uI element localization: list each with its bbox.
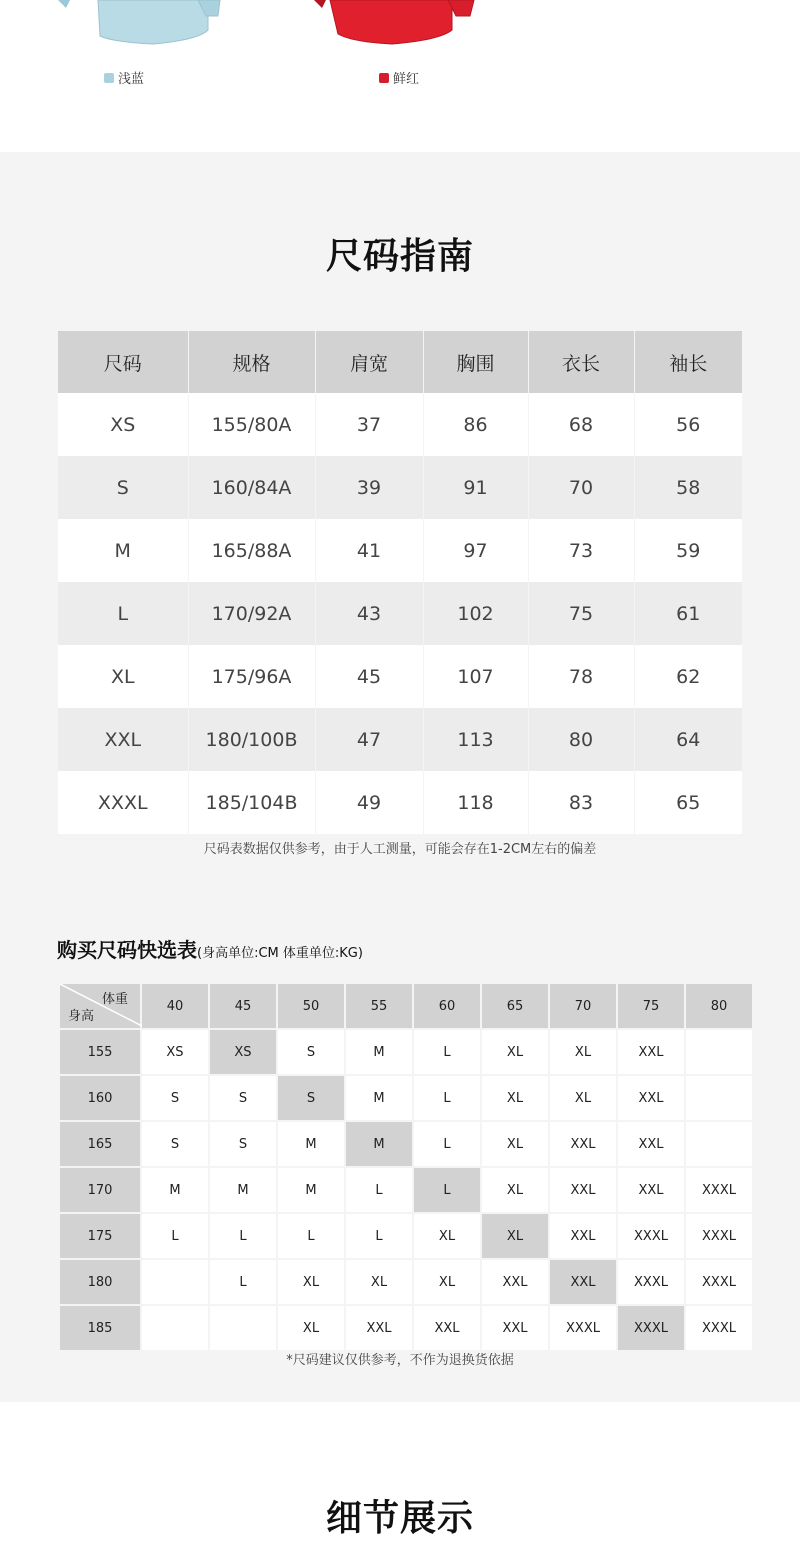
size-guide-cell: 64 (634, 708, 742, 771)
size-cell: XXL (549, 1167, 617, 1213)
quick-select-header-row (59, 983, 753, 1029)
quick-select-row (59, 1213, 753, 1259)
bright-red-jacket-image (312, 0, 482, 46)
light-blue-jacket-image (58, 0, 228, 46)
size-guide-cell: 180/100B (188, 708, 315, 771)
size-guide-cell: 113 (423, 708, 528, 771)
size-guide-header-row (58, 331, 742, 393)
col-header-size: 尺码 (58, 331, 188, 393)
size-guide-row (58, 708, 742, 771)
size-cell: L (413, 1075, 481, 1121)
size-cell (141, 1259, 209, 1305)
col-header-sleeve: 袖长 (634, 331, 742, 393)
size-guide-cell: XXL (58, 708, 188, 771)
size-cell: S (141, 1121, 209, 1167)
size-guide-row (58, 771, 742, 834)
size-guide-cell: 59 (634, 519, 742, 582)
size-guide-cell: 83 (528, 771, 634, 834)
details-title: 细节展示 (325, 1498, 474, 1539)
size-guide-cell: 118 (423, 771, 528, 834)
size-guide-row (58, 456, 742, 519)
quick-select-row (59, 1075, 753, 1121)
color-variants (0, 0, 800, 152)
size-guide-cell: 86 (423, 393, 528, 456)
recommended-size-cell: XS (209, 1029, 277, 1075)
quick-select-row (59, 1305, 753, 1351)
height-header: 180 (59, 1259, 141, 1305)
size-guide-cell: 58 (634, 456, 742, 519)
size-cell: XXXL (685, 1167, 753, 1213)
size-cell: XL (481, 1029, 549, 1075)
quick-select-row (59, 1259, 753, 1305)
corner-cell (59, 983, 141, 1029)
size-cell: S (209, 1075, 277, 1121)
size-guide-cell: 49 (315, 771, 423, 834)
size-cell: XXXL (685, 1213, 753, 1259)
size-cell: L (277, 1213, 345, 1259)
size-guide-cell: 41 (315, 519, 423, 582)
size-guide-cell: 107 (423, 645, 528, 708)
size-cell: XL (345, 1259, 413, 1305)
quick-select-table (58, 982, 754, 1352)
size-guide-cell: 75 (528, 582, 634, 645)
quick-select-row (59, 1121, 753, 1167)
col-header-spec: 规格 (188, 331, 315, 393)
size-guide-cell: 62 (634, 645, 742, 708)
size-cell: L (209, 1259, 277, 1305)
size-guide-cell: 56 (634, 393, 742, 456)
size-guide-cell: 160/84A (188, 456, 315, 519)
size-guide-cell: M (58, 519, 188, 582)
size-guide-row (58, 582, 742, 645)
size-guide-row (58, 393, 742, 456)
size-cell: L (209, 1213, 277, 1259)
size-cell: XXL (617, 1075, 685, 1121)
size-cell (685, 1075, 753, 1121)
col-header-shoulder: 肩宽 (315, 331, 423, 393)
recommended-size-cell: L (413, 1167, 481, 1213)
size-guide-cell: XS (58, 393, 188, 456)
size-guide-cell: 45 (315, 645, 423, 708)
weight-header: 70 (549, 983, 617, 1029)
size-cell: XS (141, 1029, 209, 1075)
weight-header: 40 (141, 983, 209, 1029)
size-cell: XXL (617, 1167, 685, 1213)
size-cell: XXL (549, 1121, 617, 1167)
size-guide-cell: 185/104B (188, 771, 315, 834)
size-cell: L (345, 1213, 413, 1259)
size-cell: XXL (413, 1305, 481, 1351)
size-cell: L (141, 1213, 209, 1259)
size-guide-cell: 170/92A (188, 582, 315, 645)
height-header: 170 (59, 1167, 141, 1213)
size-cell: S (209, 1121, 277, 1167)
size-cell: XL (481, 1121, 549, 1167)
color-label-text: 浅蓝 (118, 72, 145, 87)
size-cell (685, 1029, 753, 1075)
size-guide-cell: 97 (423, 519, 528, 582)
size-cell: XXXL (685, 1305, 753, 1351)
weight-header: 80 (685, 983, 753, 1029)
weight-header: 75 (617, 983, 685, 1029)
height-header: 185 (59, 1305, 141, 1351)
quick-select-row (59, 1029, 753, 1075)
light-blue-swatch (104, 73, 114, 83)
size-cell: S (141, 1075, 209, 1121)
size-guide-cell: XL (58, 645, 188, 708)
size-guide-cell: 39 (315, 456, 423, 519)
size-cell: XL (481, 1075, 549, 1121)
size-cell: L (413, 1121, 481, 1167)
recommended-size-cell: M (345, 1121, 413, 1167)
size-guide-table (58, 331, 742, 834)
quick-select-row (59, 1167, 753, 1213)
size-cell: M (277, 1121, 345, 1167)
corner-weight-label: 体重 (101, 992, 128, 1007)
corner-height-label: 身高 (68, 1009, 95, 1024)
size-cell: L (413, 1029, 481, 1075)
size-cell (141, 1305, 209, 1351)
size-cell: XL (413, 1259, 481, 1305)
size-cell: XL (413, 1213, 481, 1259)
quick-select-title-text: 购买尺码快选表 (57, 938, 197, 962)
size-cell: XL (549, 1029, 617, 1075)
size-guide-body (58, 393, 742, 834)
size-guide-cell: 65 (634, 771, 742, 834)
size-guide-cell: 80 (528, 708, 634, 771)
size-cell: XXL (617, 1029, 685, 1075)
bright-red-swatch (379, 73, 389, 83)
height-header: 165 (59, 1121, 141, 1167)
size-guide-row (58, 519, 742, 582)
color-option-light-blue[interactable] (104, 68, 144, 87)
col-header-length: 衣长 (528, 331, 634, 393)
recommended-size-cell: XXL (549, 1259, 617, 1305)
size-cell: M (345, 1029, 413, 1075)
size-guide-cell: 155/80A (188, 393, 315, 456)
size-cell: XXXL (549, 1305, 617, 1351)
size-guide-cell: 165/88A (188, 519, 315, 582)
size-cell: S (277, 1029, 345, 1075)
recommended-size-cell: XXXL (617, 1305, 685, 1351)
size-cell: XXL (481, 1259, 549, 1305)
size-cell: XXL (345, 1305, 413, 1351)
size-guide-cell: 102 (423, 582, 528, 645)
weight-header: 60 (413, 983, 481, 1029)
height-header: 155 (59, 1029, 141, 1075)
size-guide-cell: 73 (528, 519, 634, 582)
size-cell (209, 1305, 277, 1351)
size-guide-cell: 47 (315, 708, 423, 771)
size-cell (685, 1121, 753, 1167)
weight-header: 45 (209, 983, 277, 1029)
size-guide-cell: 91 (423, 456, 528, 519)
size-cell: XXL (617, 1121, 685, 1167)
size-cell: XXXL (685, 1259, 753, 1305)
size-cell: XL (481, 1167, 549, 1213)
size-guide-row (58, 645, 742, 708)
size-cell: XL (549, 1075, 617, 1121)
size-cell: XXL (481, 1305, 549, 1351)
size-cell: XXXL (617, 1259, 685, 1305)
size-cell: M (209, 1167, 277, 1213)
height-header: 160 (59, 1075, 141, 1121)
size-cell: M (277, 1167, 345, 1213)
size-cell: XXXL (617, 1213, 685, 1259)
color-option-bright-red[interactable] (379, 68, 419, 87)
quick-select-title (57, 934, 363, 963)
size-guide-cell: XXXL (58, 771, 188, 834)
weight-header: 65 (481, 983, 549, 1029)
recommended-size-cell: XL (481, 1213, 549, 1259)
size-guide-cell: 175/96A (188, 645, 315, 708)
size-guide-note: 尺码表数据仅供参考，由于人工测量，可能会存在1-2CM左右的偏差 (203, 842, 597, 857)
size-guide-cell: L (58, 582, 188, 645)
size-guide-cell: 70 (528, 456, 634, 519)
height-header: 175 (59, 1213, 141, 1259)
size-cell: L (345, 1167, 413, 1213)
size-guide-cell: S (58, 456, 188, 519)
col-header-chest: 胸围 (423, 331, 528, 393)
size-guide-cell: 43 (315, 582, 423, 645)
size-cell: M (141, 1167, 209, 1213)
quick-select-unit-note: (身高单位:CM 体重单位:KG) (197, 946, 363, 961)
size-guide-cell: 68 (528, 393, 634, 456)
recommended-size-cell: S (277, 1075, 345, 1121)
size-guide-cell: 37 (315, 393, 423, 456)
size-cell: M (345, 1075, 413, 1121)
size-cell: XL (277, 1259, 345, 1305)
size-guide-cell: 78 (528, 645, 634, 708)
size-guide-cell: 61 (634, 582, 742, 645)
weight-header: 50 (277, 983, 345, 1029)
color-label-text: 鲜红 (393, 72, 420, 87)
size-section (0, 152, 800, 1402)
quick-select-body (59, 1029, 753, 1351)
size-guide-title: 尺码指南 (325, 236, 474, 277)
quick-select-note: *尺码建议仅供参考，不作为退换货依据 (286, 1353, 514, 1368)
size-cell: XL (277, 1305, 345, 1351)
weight-header: 55 (345, 983, 413, 1029)
size-cell: XXL (549, 1213, 617, 1259)
